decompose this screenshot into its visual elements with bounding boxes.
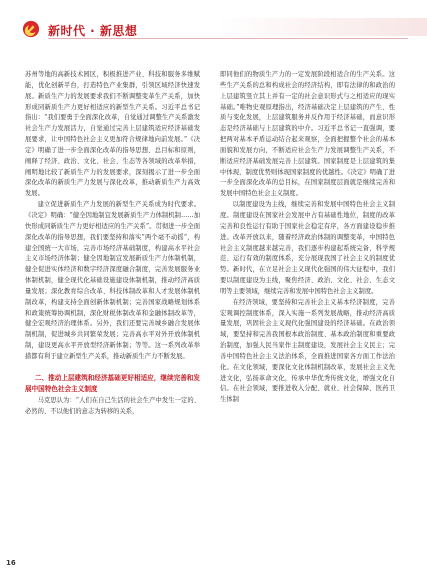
body-paragraph: 马克思认为：“人们在自己生活的社会生产中发生一定的、必然的、不以他们的意志为转移的关系， [25, 396, 200, 415]
page-header [0, 0, 427, 40]
body-paragraph: 苏州等地的高新技术园区，积极推进产业、科技和服务多维赋能，优化创新平台，打造特色产业集群，引领区域经济快速发展。新质生产力的发展要求我们不断调整变革生产关系，加快形成同新质生产力更好相适应的新型生产关系。习近平总书记指出：“我们要勇于全面深化改革，自觉通过调整生产关系激发社会生产力发展活力，自觉通过完善上层建筑适应经济基础发展要求，让中国特色社会主义更加符合规律地向前发展。”《决定》明确了进一步全面深化改革的指导思想、总目标和原则，阐释了经济、政治、文化、社会、生态等各领域的改革举措，阐明地比较了新质生产力的发展要求，深刻揭示了进一步全面深化改革的新质生产力发展与深化改革，推动新质生产力高效发展。 [25, 71, 200, 198]
right-column [220, 70, 395, 406]
left-column [25, 70, 200, 417]
section-heading: 二、推动上层建筑和经济基础更好相适应，继续完善和发展中国特色社会主义制度 [25, 373, 200, 393]
body-paragraph: 以制度建设为主线，继续完善和发展中国特色社会主义制度。制度建设在国家社会发展中占有基础性地位，制度的改革完善和良性运行有助于国家社会稳定有序，各方面建设稳步推进。改革开放以来，随着经济政治体制的调整变革，中国特色社会主义制度越来越完善，我们逐步构建起系统完备、科学规范、运行有效的制度体系，充分展现我国了社会主义的制度优势。新时代，在立足社会主义现代化强国的伟大征程中，我们要以制度建设为主线，聚焦经济、政治、文化、社会、生态文明等主要领域，继续完善和发展中国特色社会主义制度。 [220, 201, 395, 295]
party-emblem-icon [22, 20, 40, 38]
section-title: 新时代 · 新思想 [48, 24, 138, 38]
header-decoration [217, 18, 427, 36]
body-paragraph: 即同他们的物质生产力的一定发展阶段相适合的生产关系。这些生产关系的总和构成社会的经济结构，即有法律的和政治的上层建筑竖立其上并有一定的社会意识形式与之相适应的现实基础。”唯物史观原理指出，经济基础决定上层建筑的产生、性质与变化发展，上层建筑服务并反作用于经济基础，而意识形态是经济基础与上层建筑的中介。习近平总书记一直强调，要把两对基本矛盾运动结合起来观察，全面把握整个社会的基本面貌和发展方向，不断适应社会生产力发展调整生产关系，不断适应经济基础发展完善上层建筑。国家制度是上层建筑的集中体现，制度优势则体现国家制度的优越性。《决定》明确了进一步全面深化改革的总目标，在国家制度层面就是继续完善和发展中国特色社会主义制度。 [220, 71, 395, 198]
body-paragraph: 建立促进新质生产力发展的新型生产关系成为时代要求。《决定》明确：“健全因地制宜发展新质生产力体制机制……加快形成同新质生产力更好相适应的生产关系”。贯彻进一步全面深化改革的指导思想，我们要坚持和落实“两个毫不动摇”，构建全国统一大市场，完善市场经济基础制度，构建高水平社会主义市场经济体制；健全因地制宜发展新质生产力体制机制，健全促进实体经济和数字经济深度融合制度，完善发展服务业体制机制，健全现代化基础设施建设体制机制，推动经济高质量发展；深化教育综合改革、科技体制改革和人才发展体制机制改革，构建支持全面创新体制机制；完善国家战略规划体系和政策统筹协调机制，深化财税体制改革和金融体制改革等，健全宏观经济治理体系。另外，我们还要完善城乡融合发展体制机制，促进城乡共同繁荣发展；完善高水平对外开放体制机制，建设更高水平开放型经济新体制；等等。这一系列改革举措都有利于建立新型生产关系，推动新质生产力不断发展。 [25, 201, 200, 360]
body-paragraph: 在经济领域，要坚持和完善社会主义基本经济制度，完善宏观调控制度体系，深入实施一系列发展战略，推动经济高质量发展，巩固社会主义现代化强国建设的经济基础。在政治领域，要坚持和完善我国根本政治制度、基本政治制度和重要政治制度，加强人民当家作主制度建设，发展社会主义民主；完善中国特色社会主义法治体系，全面推进国家各方面工作法治化。在文化领域，要深化文化体制机制改革，发展社会主义先进文化，弘扬革命文化，传承中华优秀传统文化，增强文化自信。在社会领域，要推进收入分配、就业、社会保障、医药卫生体制 [220, 298, 395, 404]
header-divider [48, 38, 408, 39]
page-number: 16 [6, 559, 16, 567]
